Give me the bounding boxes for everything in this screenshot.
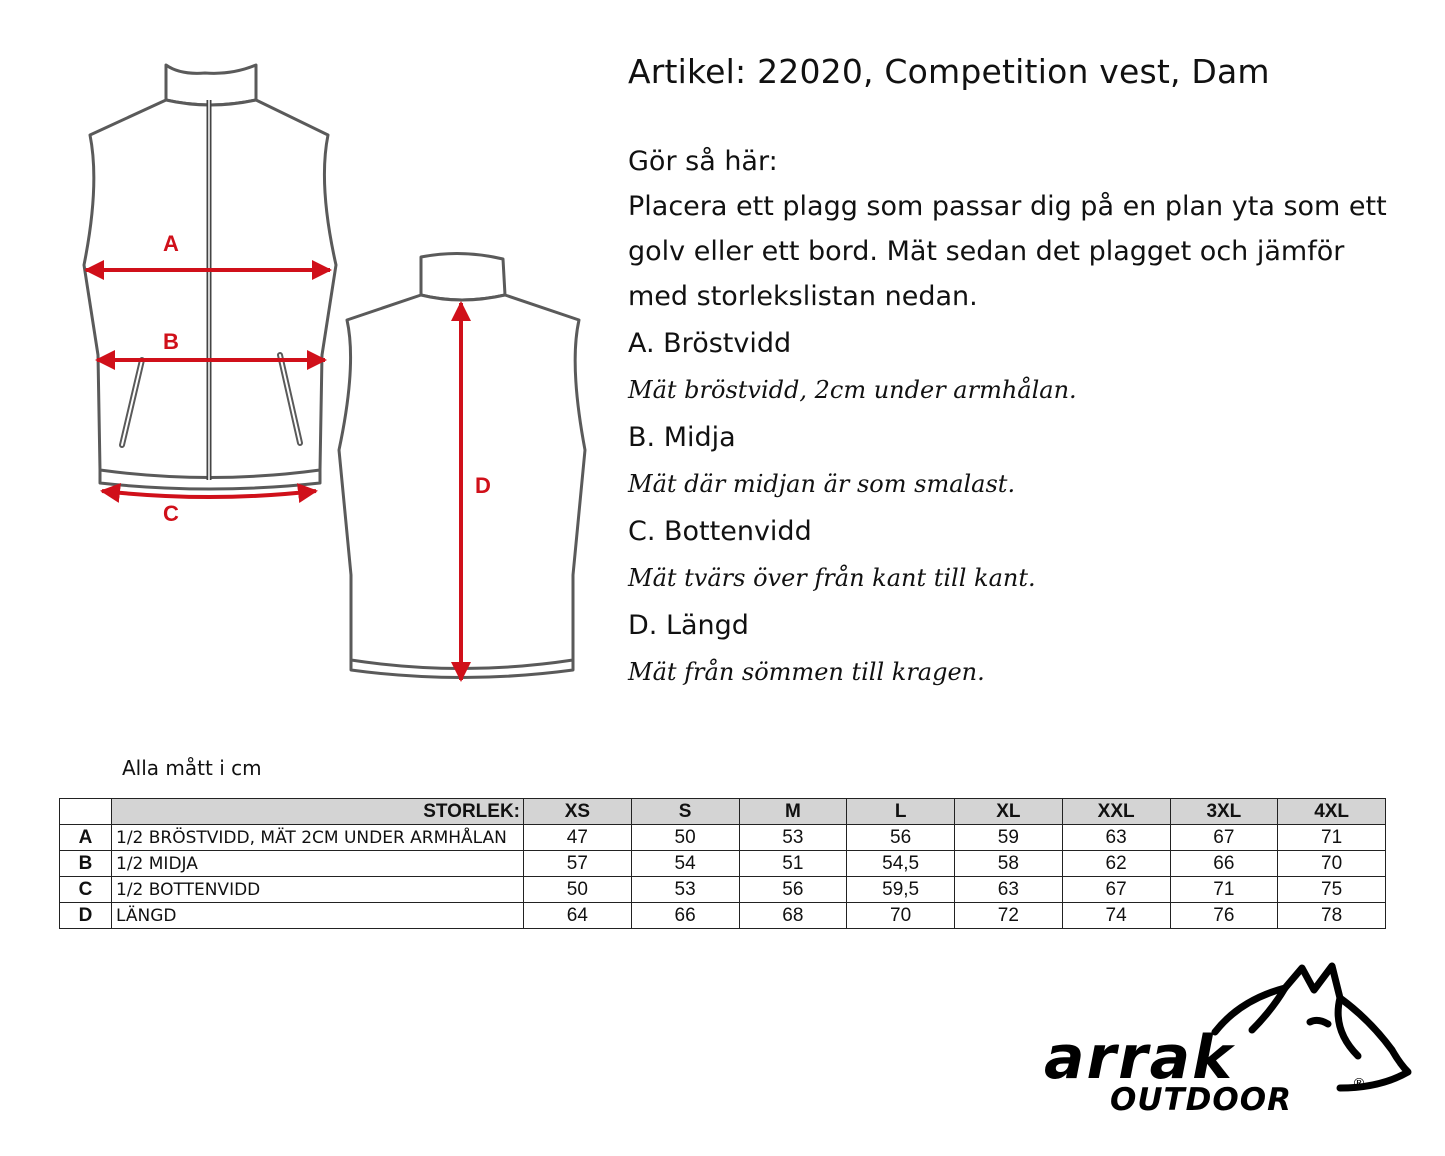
row-name: LÄNGD bbox=[112, 903, 524, 929]
table-row bbox=[60, 903, 1386, 929]
size-col: XL bbox=[955, 799, 1063, 825]
registered-mark: ® bbox=[1352, 1076, 1366, 1092]
arrak-outdoor-logo bbox=[1040, 960, 1420, 1120]
measure-desc-c: Mät tvärs över från kant till kant. bbox=[628, 564, 1036, 592]
guide-heading: Gör så här: bbox=[628, 146, 778, 177]
table-cell: 51 bbox=[739, 851, 847, 877]
marker-d: D bbox=[475, 473, 491, 498]
table-cell: 75 bbox=[1278, 877, 1386, 903]
table-cell: 56 bbox=[739, 877, 847, 903]
size-header-row bbox=[60, 799, 1386, 825]
row-key: A bbox=[60, 825, 112, 851]
table-cell: 53 bbox=[631, 877, 739, 903]
table-cell: 59 bbox=[955, 825, 1063, 851]
row-name: 1/2 BOTTENVIDD bbox=[112, 877, 524, 903]
brand-subtitle: OUTDOOR bbox=[1110, 1082, 1292, 1118]
size-col: L bbox=[847, 799, 955, 825]
table-cell: 70 bbox=[1278, 851, 1386, 877]
table-cell: 58 bbox=[955, 851, 1063, 877]
measure-label-a: A. Bröstvidd bbox=[628, 328, 792, 359]
table-row bbox=[60, 851, 1386, 877]
size-col: XS bbox=[524, 799, 632, 825]
measure-label-c: C. Bottenvidd bbox=[628, 516, 812, 547]
measure-label-d: D. Längd bbox=[628, 610, 749, 641]
row-name: 1/2 BRÖSTVIDD, MÄT 2CM UNDER ARMHÅLAN bbox=[112, 825, 524, 851]
article-title: Artikel: 22020, Competition vest, Dam bbox=[628, 52, 1270, 91]
size-col: 3XL bbox=[1170, 799, 1278, 825]
table-cell: 64 bbox=[524, 903, 632, 929]
row-key: B bbox=[60, 851, 112, 877]
size-col: S bbox=[631, 799, 739, 825]
table-cell: 66 bbox=[631, 903, 739, 929]
size-header-label: STORLEK: bbox=[112, 799, 524, 825]
size-col: 4XL bbox=[1278, 799, 1386, 825]
table-row bbox=[60, 825, 1386, 851]
table-cell: 53 bbox=[739, 825, 847, 851]
table-cell: 68 bbox=[739, 903, 847, 929]
table-cell: 54 bbox=[631, 851, 739, 877]
row-name: 1/2 MIDJA bbox=[112, 851, 524, 877]
vest-front-diagram bbox=[70, 55, 345, 530]
table-row bbox=[60, 877, 1386, 903]
size-table bbox=[59, 798, 1386, 929]
row-key: C bbox=[60, 877, 112, 903]
table-cell: 67 bbox=[1170, 825, 1278, 851]
table-corner bbox=[60, 799, 112, 825]
table-cell: 50 bbox=[524, 877, 632, 903]
unit-note: Alla mått i cm bbox=[122, 756, 262, 780]
arrow-c bbox=[102, 491, 316, 497]
size-col: M bbox=[739, 799, 847, 825]
table-cell: 71 bbox=[1170, 877, 1278, 903]
marker-c: C bbox=[163, 501, 179, 526]
table-cell: 70 bbox=[847, 903, 955, 929]
size-col: XXL bbox=[1062, 799, 1170, 825]
table-cell: 71 bbox=[1278, 825, 1386, 851]
table-cell: 74 bbox=[1062, 903, 1170, 929]
marker-a: A bbox=[163, 231, 179, 256]
table-cell: 63 bbox=[1062, 825, 1170, 851]
guide-intro: Placera ett plagg som passar dig på en plan yta som ett golv eller ett bord. Mät sedan det plagget och jämför med storlekslistan nedan. bbox=[628, 191, 1387, 312]
brand-wordmark: arrak bbox=[1044, 1023, 1235, 1093]
table-cell: 63 bbox=[955, 877, 1063, 903]
husky-head-icon bbox=[1215, 966, 1408, 1088]
table-cell: 47 bbox=[524, 825, 632, 851]
marker-b: B bbox=[163, 329, 179, 354]
table-cell: 76 bbox=[1170, 903, 1278, 929]
table-cell: 50 bbox=[631, 825, 739, 851]
measure-desc-b: Mät där midjan är som smalast. bbox=[628, 470, 1016, 498]
measure-label-b: B. Midja bbox=[628, 422, 736, 453]
table-cell: 56 bbox=[847, 825, 955, 851]
table-cell: 62 bbox=[1062, 851, 1170, 877]
measure-desc-a: Mät bröstvidd, 2cm under armhålan. bbox=[628, 376, 1077, 404]
table-cell: 66 bbox=[1170, 851, 1278, 877]
table-cell: 67 bbox=[1062, 877, 1170, 903]
vest-back-diagram bbox=[325, 245, 595, 690]
table-cell: 57 bbox=[524, 851, 632, 877]
measuring-guide bbox=[628, 140, 1388, 695]
measure-desc-d: Mät från sömmen till kragen. bbox=[628, 658, 985, 686]
table-cell: 78 bbox=[1278, 903, 1386, 929]
row-key: D bbox=[60, 903, 112, 929]
table-cell: 72 bbox=[955, 903, 1063, 929]
table-cell: 59,5 bbox=[847, 877, 955, 903]
table-cell: 54,5 bbox=[847, 851, 955, 877]
